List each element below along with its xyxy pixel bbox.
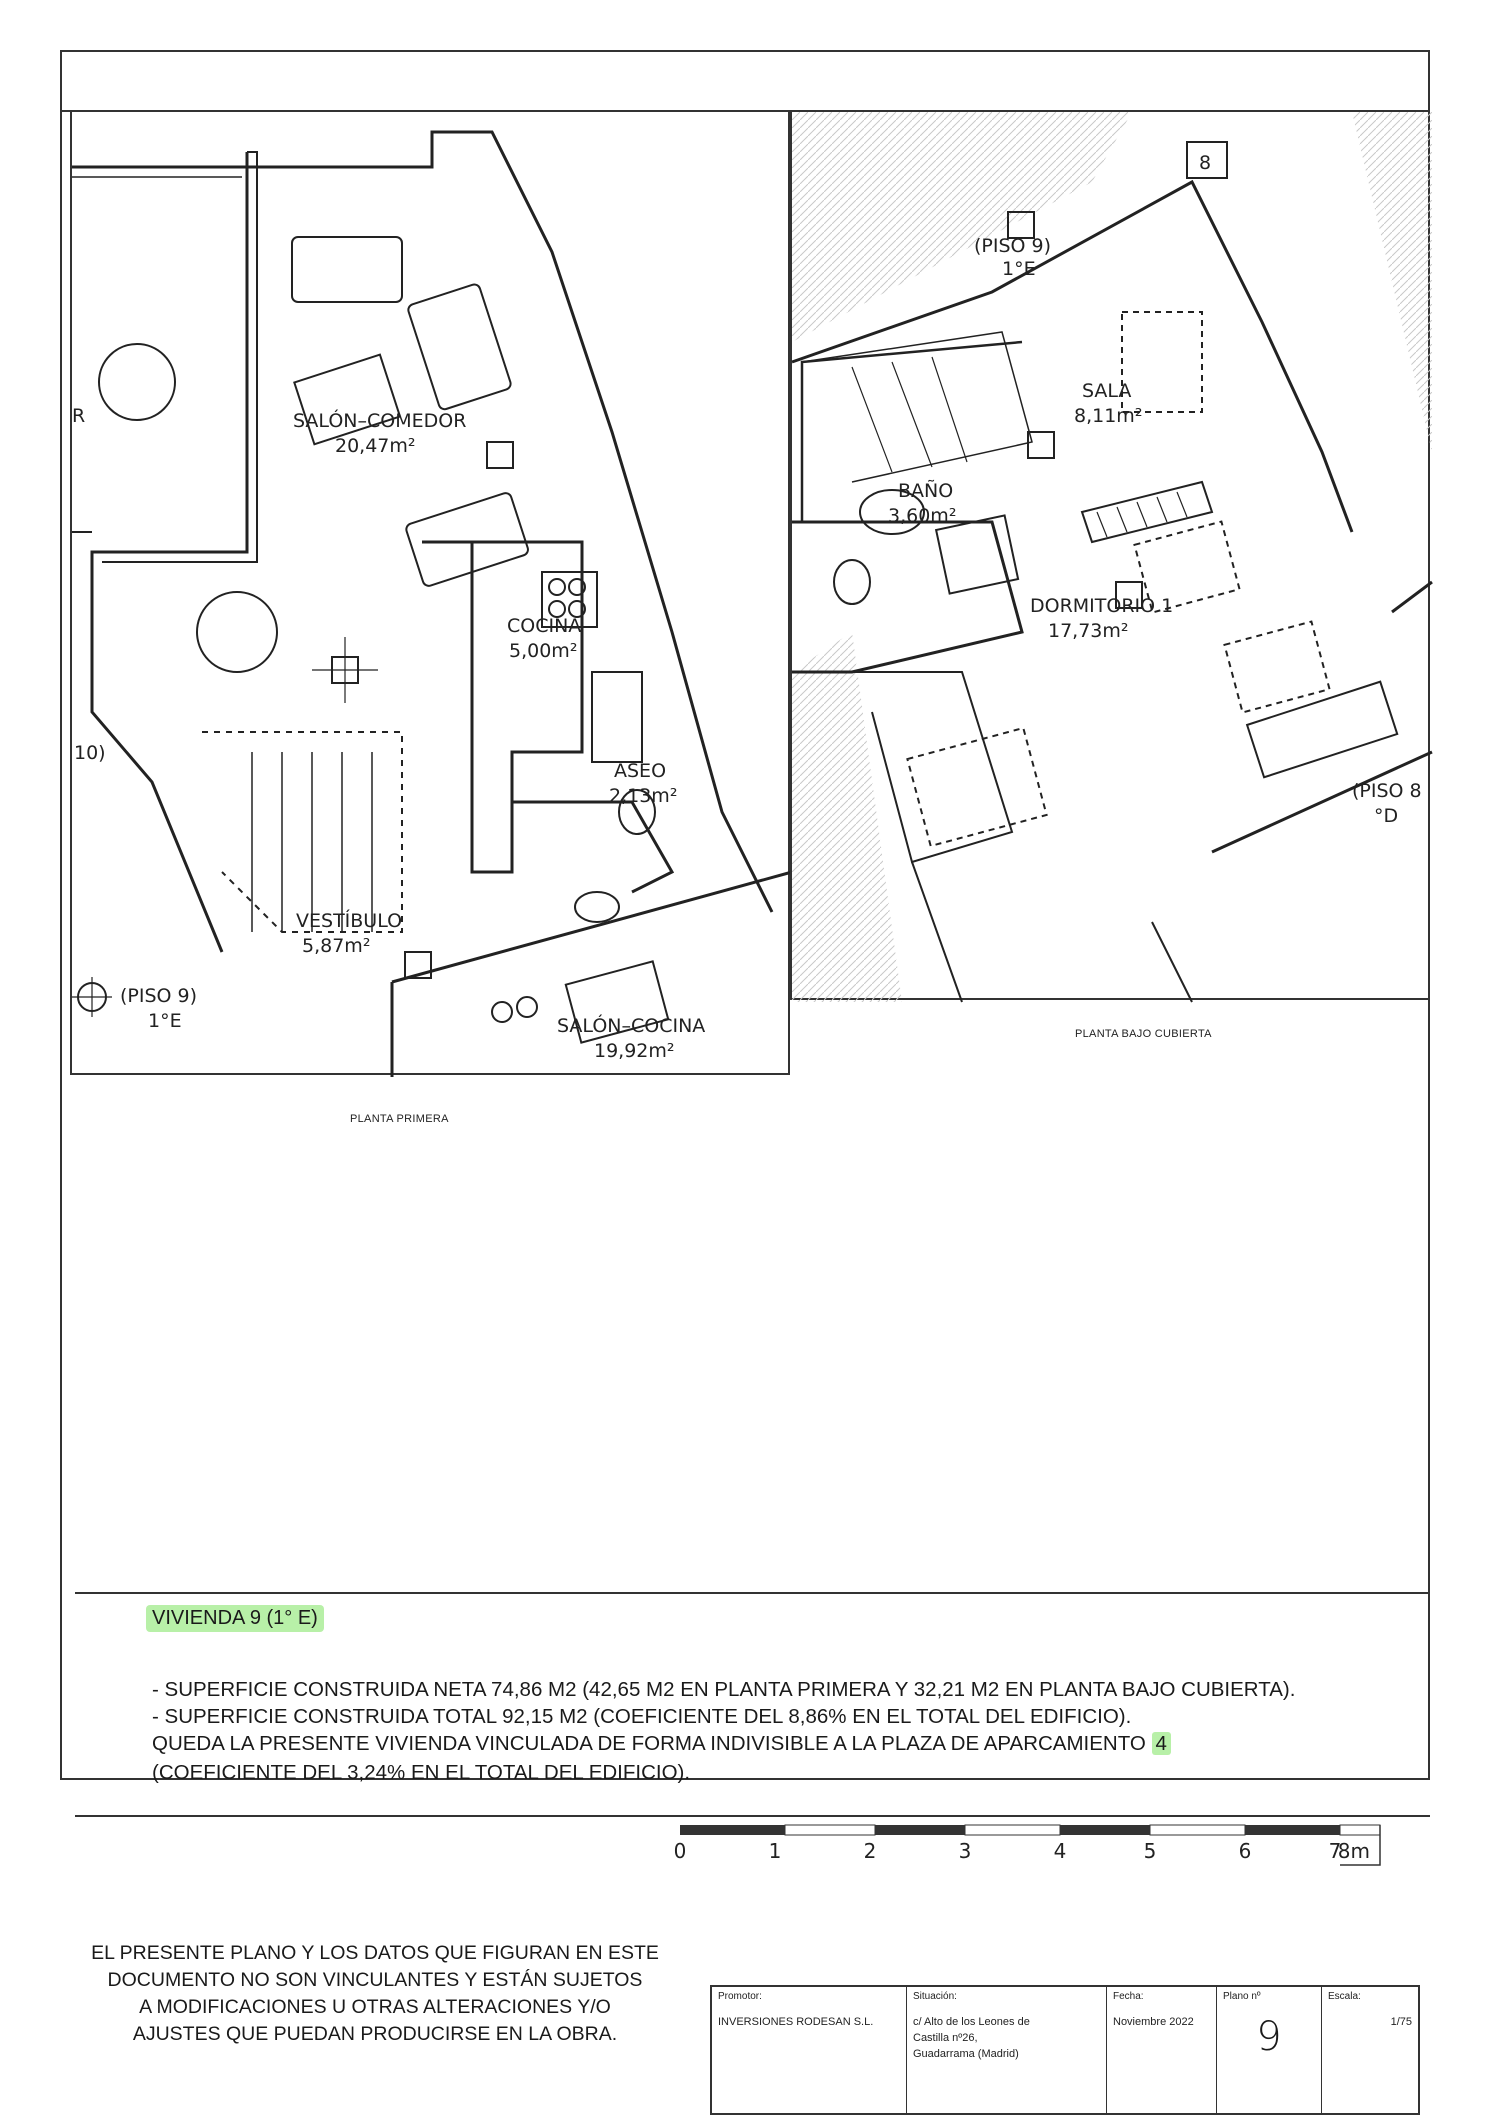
tb-situacion-label: Situación: <box>913 1991 957 2002</box>
plan-planta-bajo-cubierta <box>790 110 1430 1000</box>
tb-fecha-label: Fecha: <box>1113 1991 1144 2002</box>
label-piso-bajo: (PISO 9) <box>974 235 1052 257</box>
disclaimer-line: DOCUMENTO NO SON VINCULANTES Y ESTÁN SUJETOS <box>107 1969 643 1991</box>
desc-superficie-total: - SUPERFICIE CONSTRUIDA TOTAL 92,15 M2 (COEFICIENTE DEL 8,86% EN EL TOTAL DEL EDIFICIO). <box>152 1705 1132 1728</box>
area-salon-cocina: 19,92m² <box>594 1040 675 1062</box>
label-aseo: ASEO <box>614 760 667 782</box>
label-piso-bajo-sub: 1°E <box>1002 258 1036 280</box>
scale-tick-label: 2 <box>863 1839 877 1863</box>
desc-aparcamiento <box>152 1732 1171 1756</box>
section-divider-top <box>75 1592 1430 1594</box>
label-piso-8: (PISO 8 <box>1352 780 1422 802</box>
tb-promotor-value: INVERSIONES RODESAN S.L. <box>718 2016 874 2028</box>
tb-plano <box>1217 1987 1322 2113</box>
scale-tick-label: 6 <box>1238 1839 1252 1863</box>
title-block <box>710 1985 1420 2115</box>
tb-promotor-label: Promotor: <box>718 1991 762 2002</box>
label-bano: BAÑO <box>898 480 954 502</box>
section-divider-bottom <box>75 1815 1430 1817</box>
area-vestibulo: 5,87m² <box>302 935 371 957</box>
tb-escala-label: Escala: <box>1328 1991 1361 2002</box>
tb-situacion-line: Guadarrama (Madrid) <box>913 2048 1019 2060</box>
tb-situacion-value <box>913 2014 1100 2062</box>
label-stair-mark: 8 <box>1199 152 1212 174</box>
label-salon-cocina: SALÓN–COCINA <box>557 1015 706 1037</box>
tb-situacion-line: Castilla nº26, <box>913 2032 978 2044</box>
scale-tick-label: 0 <box>673 1839 687 1863</box>
scale-tick-label: 1 <box>768 1839 782 1863</box>
caption-planta-primera: PLANTA PRIMERA <box>350 1113 449 1125</box>
label-sala: SALA <box>1082 380 1132 402</box>
tb-plano-label: Plano nº <box>1223 1991 1261 2002</box>
label-piso-primera: (PISO 9) <box>120 985 198 1007</box>
plan-planta-primera <box>70 110 790 1075</box>
label-dormitorio: DORMITORIO 1 <box>1030 595 1174 617</box>
area-sala: 8,11m² <box>1074 405 1143 427</box>
scale-tick-label: 4 <box>1053 1839 1067 1863</box>
disclaimer-line: EL PRESENTE PLANO Y LOS DATOS QUE FIGURAN EN ESTE <box>91 1942 659 1964</box>
area-aseo: 2,13m² <box>609 785 678 807</box>
label-edge-10: 10) <box>74 742 106 764</box>
tb-escala <box>1322 1987 1418 2113</box>
tb-fecha-value: Noviembre 2022 <box>1113 2016 1194 2028</box>
scale-tick-label: 3 <box>958 1839 972 1863</box>
floorplan-bajo-drawing <box>792 112 1432 1002</box>
area-cocina: 5,00m² <box>509 640 578 662</box>
tb-promotor <box>712 1987 907 2113</box>
label-edge-r: R <box>72 405 86 427</box>
tb-situacion <box>907 1987 1107 2113</box>
desc-coeficiente: (COEFICIENTE DEL 3,24% EN EL TOTAL DEL EDIFICIO). <box>152 1761 691 1784</box>
scale-tick-label: 7 <box>1328 1839 1342 1863</box>
tb-plano-value: 9 <box>1256 2014 1282 2060</box>
caption-planta-bajo-cubierta: PLANTA BAJO CUBIERTA <box>1075 1028 1212 1040</box>
desc-aparcamiento-text: QUEDA LA PRESENTE VIVIENDA VINCULADA DE FORMA INDIVISIBLE A LA PLAZA DE APARCAMIENTO <box>152 1732 1146 1755</box>
label-piso-primera-sub: 1°E <box>148 1010 182 1032</box>
label-vestibulo: VESTÍBULO <box>296 910 403 932</box>
scale-tick-label: 8m <box>1337 1839 1370 1863</box>
area-bano: 3,60m² <box>888 505 957 527</box>
tb-situacion-line: c/ Alto de los Leones de <box>913 2016 1030 2028</box>
tb-escala-value: 1/75 <box>1390 2016 1412 2028</box>
scale-bar-graphic <box>673 1820 1400 1880</box>
disclaimer-line: A MODIFICACIONES U OTRAS ALTERACIONES Y/O <box>139 1996 611 2018</box>
label-piso-8-sub: °D <box>1374 805 1399 827</box>
label-salon-comedor: SALÓN–COMEDOR <box>293 410 467 432</box>
plaza-number: 4 <box>1152 1732 1171 1755</box>
desc-superficie-neta: - SUPERFICIE CONSTRUIDA NETA 74,86 M2 (42,65 M2 EN PLANTA PRIMERA Y 32,21 M2 EN PLANTA BAJO CUBIERTA). <box>152 1678 1296 1701</box>
scale-tick-label: 5 <box>1143 1839 1157 1863</box>
area-dormitorio: 17,73m² <box>1048 620 1129 642</box>
area-salon-comedor: 20,47m² <box>335 435 416 457</box>
disclaimer <box>90 1940 660 2048</box>
disclaimer-line: AJUSTES QUE PUEDAN PRODUCIRSE EN LA OBRA. <box>132 2023 618 2045</box>
label-cocina: COCINA <box>507 615 582 637</box>
tb-fecha <box>1107 1987 1217 2113</box>
vivienda-title: VIVIENDA 9 (1° E) <box>146 1605 324 1632</box>
scale-bar <box>673 1820 1400 1880</box>
floorplan-primera-drawing <box>72 112 792 1077</box>
